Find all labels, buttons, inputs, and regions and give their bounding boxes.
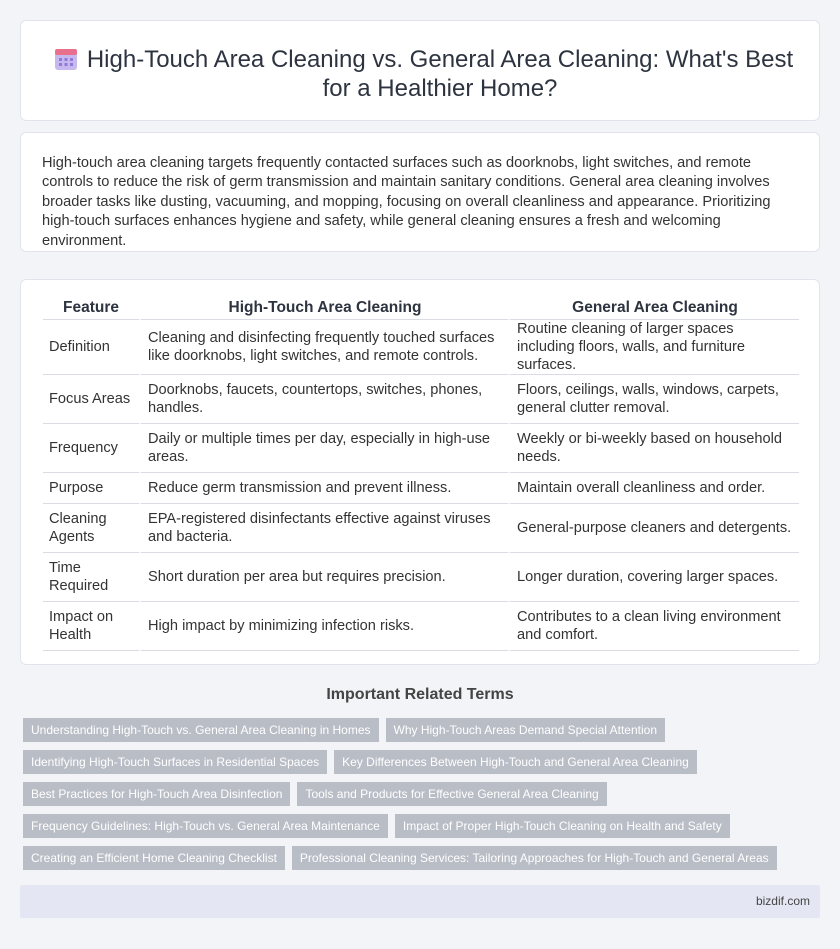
header-feature: Feature bbox=[43, 296, 139, 320]
table-row bbox=[43, 602, 799, 651]
header-high-touch: High-Touch Area Cleaning bbox=[139, 296, 508, 320]
related-term-link[interactable]: Key Differences Between High-Touch and General Area Cleaning bbox=[334, 750, 697, 774]
feature-cell: Frequency bbox=[43, 424, 139, 473]
related-terms-heading: Important Related Terms bbox=[326, 686, 514, 703]
general-cell: Longer duration, covering larger spaces. bbox=[508, 553, 799, 602]
related-term-link[interactable]: Frequency Guidelines: High-Touch vs. General Area Maintenance bbox=[23, 814, 388, 838]
high-touch-cell: Cleaning and disinfecting frequently touched surfaces like doorknobs, light switches, and remote controls. bbox=[139, 320, 508, 375]
general-cell: Weekly or bi-weekly based on household needs. bbox=[508, 424, 799, 473]
high-touch-cell: Reduce germ transmission and prevent illness. bbox=[139, 473, 508, 504]
general-cell: Contributes to a clean living environment and comfort. bbox=[508, 602, 799, 651]
general-cell: General-purpose cleaners and detergents. bbox=[508, 504, 799, 553]
intro-card bbox=[20, 132, 820, 252]
header-general: General Area Cleaning bbox=[508, 296, 799, 320]
related-term-link[interactable]: Tools and Products for Effective General Area Cleaning bbox=[297, 782, 606, 806]
feature-cell: Focus Areas bbox=[43, 375, 139, 424]
tag-row bbox=[23, 814, 823, 838]
feature-cell: Definition bbox=[43, 320, 139, 375]
related-terms-list bbox=[23, 718, 823, 878]
table-row bbox=[43, 375, 799, 424]
high-touch-cell: EPA-registered disinfectants effective against viruses and bacteria. bbox=[139, 504, 508, 553]
site-name[interactable]: bizdif.com bbox=[755, 894, 810, 908]
related-term-link[interactable]: Professional Cleaning Services: Tailoring Approaches for High-Touch and General Areas bbox=[292, 846, 777, 870]
table-row bbox=[43, 553, 799, 602]
high-touch-cell: Doorknobs, faucets, countertops, switches, phones, handles. bbox=[139, 375, 508, 424]
related-term-link[interactable]: Best Practices for High-Touch Area Disinfection bbox=[23, 782, 290, 806]
related-term-link[interactable]: Why High-Touch Areas Demand Special Attention bbox=[386, 718, 665, 742]
intro-paragraph: High-touch area cleaning targets frequently contacted surfaces such as doorknobs, light switches, and remote controls to reduce the risk of germ transmission and maintain sanitary conditions. General area cleaning involves broader tasks like dusting, vacuuming, and mopping, focusing on overall cleanliness and appearance. Prioritizing high-touch surfaces enhances hygiene and safety, while general cleaning ensures a fresh and welcoming environment. bbox=[42, 155, 771, 249]
table-header-row bbox=[43, 296, 799, 320]
related-term-link[interactable]: Understanding High-Touch vs. General Area Cleaning in Homes bbox=[23, 718, 379, 742]
footer-bar bbox=[20, 885, 820, 918]
comparison-card bbox=[20, 279, 820, 665]
related-term-link[interactable]: Creating an Efficient Home Cleaning Checklist bbox=[23, 846, 285, 870]
general-cell: Maintain overall cleanliness and order. bbox=[508, 473, 799, 504]
high-touch-cell: High impact by minimizing infection risks. bbox=[139, 602, 508, 651]
high-touch-cell: Daily or multiple times per day, especially in high-use areas. bbox=[139, 424, 508, 473]
table-row bbox=[43, 504, 799, 553]
general-cell: Floors, ceilings, walls, windows, carpets, general clutter removal. bbox=[508, 375, 799, 424]
feature-cell: Purpose bbox=[43, 473, 139, 504]
title-card bbox=[20, 20, 820, 121]
tag-row bbox=[23, 750, 823, 774]
tag-row bbox=[23, 846, 823, 870]
table-row bbox=[43, 320, 799, 375]
feature-cell: Impact on Health bbox=[43, 602, 139, 651]
general-cell: Routine cleaning of larger spaces including floors, walls, and furniture surfaces. bbox=[508, 320, 799, 375]
tag-row bbox=[23, 782, 823, 806]
table-row bbox=[43, 424, 799, 473]
feature-cell: Time Required bbox=[43, 553, 139, 602]
related-term-link[interactable]: Identifying High-Touch Surfaces in Residential Spaces bbox=[23, 750, 327, 774]
high-touch-cell: Short duration per area but requires precision. bbox=[139, 553, 508, 602]
tag-row bbox=[23, 718, 823, 742]
table-row bbox=[43, 473, 799, 504]
feature-cell: Cleaning Agents bbox=[43, 504, 139, 553]
comparison-table bbox=[43, 296, 799, 651]
related-term-link[interactable]: Impact of Proper High-Touch Cleaning on Health and Safety bbox=[395, 814, 730, 838]
page-title: High-Touch Area Cleaning vs. General Area Cleaning: What's Best for a Healthier Home? bbox=[86, 46, 794, 102]
